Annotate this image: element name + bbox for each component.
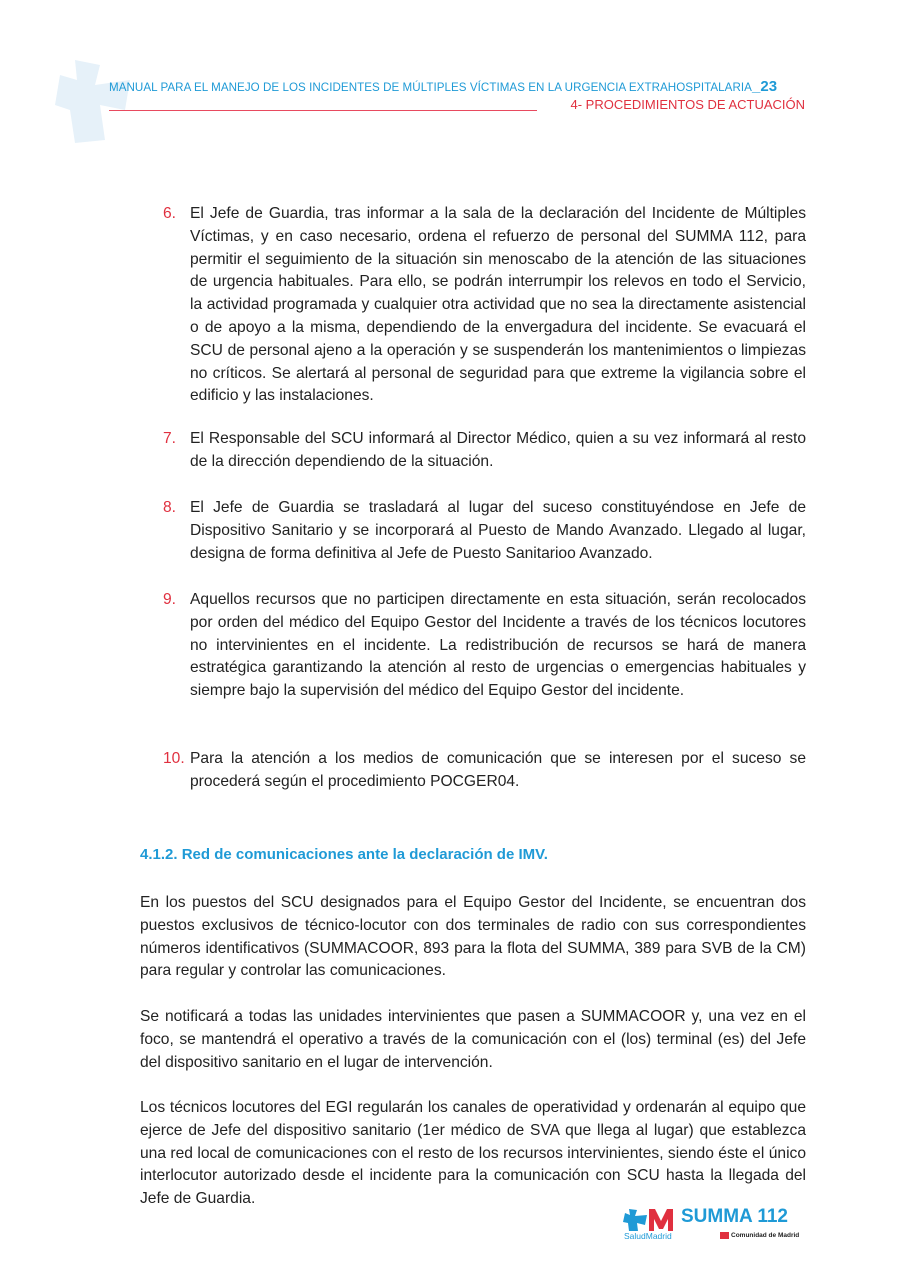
- item-text: El Jefe de Guardia, tras informar a la sala de la declaración del Incidente de Múltiples Víctimas, y en caso necesario, ordena el refuerzo de personal del SUMMA 112, para permitir el seguimiento de la situación sin menoscabo de la atención de las situaciones de urgencia habituales. Para ello, se podrán interrumpir los relevos en todo el Servicio, la actividad programada y cualquier otra actividad que no sea la directamente asistencial o de apoyo a la misma, dependiendo de la envergadura del incidente. Se evacuará el SCU de personal ajeno a la operación y se suspenderán los mantenimientos o limpiezas no críticos. Se alertará al personal de seguridad para que extreme la vigilancia sobre el edificio y las instalaciones.: [190, 205, 806, 405]
- list-item: [163, 203, 806, 408]
- comunidad-de-madrid-logo: Comunidad de Madrid: [720, 1232, 799, 1239]
- paragraph: Los técnicos locutores del EGI regularán los canales de operatividad y ordenarán al equipo que ejerce de Jefe del dispositivo sanitario (1er médico de SVA que llega al lugar) que establezca una red local de comunicaciones con el resto de los recursos intervinientes, siendo éste el único interlocutor autorizado desde el incidente para la comunicación con SCU hasta la llegada del Jefe de Guardia.: [140, 1099, 806, 1208]
- list-item: [163, 748, 806, 794]
- list-item: [163, 589, 806, 703]
- paragraph: Se notificará a todas las unidades intervinientes que pasen a SUMMACOOR y, una vez en el foco, se mantendrá el operativo a través de la comunicación con el (los) terminal (es) del Jefe del dispositivo sanitario en el lugar de intervención.: [140, 1008, 806, 1071]
- list-item: [163, 497, 806, 565]
- item-number: 10.: [163, 750, 185, 767]
- item-text: El Responsable del SCU informará al Director Médico, quien a su vez informará al resto de la dirección dependiendo de la situación.: [190, 430, 806, 470]
- item-number: 8.: [163, 499, 177, 516]
- item-number: 9.: [163, 591, 177, 608]
- background-logo-watermark: [55, 55, 135, 145]
- header-divider: [109, 110, 537, 111]
- item-text: Aquellos recursos que no participen directamente en esta situación, serán recolocados por orden del médico del Equipo Gestor del Incidente a través de los técnicos locutores no intervinientes en el incidente. La redistribución de recursos se hará de manera estratégica garantizando la atención al resto de urgencias o emergencias habituales y siempre bajo la supervisión del médico del Equipo Gestor del incidente.: [190, 591, 806, 700]
- item-text: Para la atención a los medios de comunicación que se interesen por el suceso se procederá según el procedimiento POCGER04.: [190, 750, 806, 790]
- salud-madrid-label: SaludMadrid: [624, 1231, 672, 1241]
- comunidad-flag-icon: [720, 1232, 729, 1239]
- item-number: 6.: [163, 205, 177, 222]
- item-number: 7.: [163, 430, 177, 447]
- list-item: [163, 428, 806, 474]
- summa-112-logo: SUMMA 112: [681, 1206, 788, 1227]
- document-title: MANUAL PARA EL MANEJO DE LOS INCIDENTES DE MÚLTIPLES VÍCTIMAS EN LA URGENCIA EXTRAHOSPITALARIA_23: [109, 78, 778, 95]
- section-heading: 4.1.2. Red de comunicaciones ante la declaración de IMV.: [140, 846, 548, 863]
- page-number: 23: [760, 78, 778, 95]
- paragraph: En los puestos del SCU designados para el Equipo Gestor del Incidente, se encuentran dos puestos exclusivos de técnico-locutor con dos terminales de radio con sus correspondientes números identificativos (SUMMACOOR, 893 para la flota del SUMMA, 389 para SVB de la CM) para regular y controlar las comunicaciones.: [140, 894, 806, 980]
- section-title: 4- PROCEDIMIENTOS DE ACTUACIÓN: [570, 97, 805, 112]
- salud-madrid-logo-icon: [623, 1207, 675, 1231]
- item-text: El Jefe de Guardia se trasladará al lugar del suceso constituyéndose en Jefe de Dispositivo Sanitario y se incorporará al Puesto de Mando Avanzado. Llegado al lugar, designa de forma definitiva al Jefe de Puesto Sanitarioo Avanzado.: [190, 499, 806, 562]
